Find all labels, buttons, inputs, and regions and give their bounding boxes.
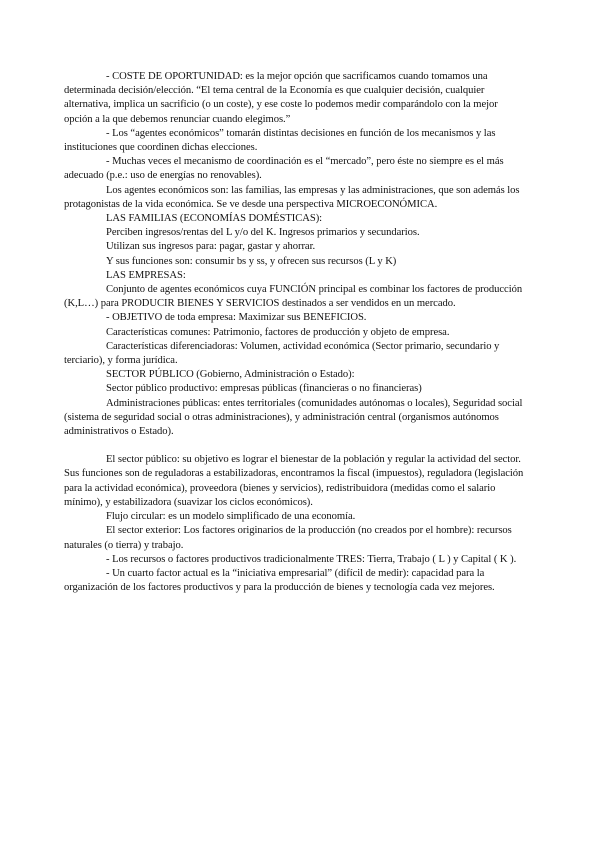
paragraph-coste-oportunidad: - COSTE DE OPORTUNIDAD: es la mejor opción que sacrificamos cuando tomamos una determinada decisión/elección. “El tema central de la Economía es que cualquier decisión, cualquier alternativa, implica un sacrificio (o un coste), y ese coste lo podemos medir comparándolo con la mejor opción a la que debemos renunciar cuando elegimos.”: [64, 71, 498, 125]
paragraph-sector-publico-objetivo: El sector público: su objetivo es lograr el bienestar de la población y regular la actividad del sector. Sus funciones son de reguladoras a estabilizadoras, encontramos la fiscal (impuestos), reguladora (legislación para la actividad económica), proveedora (bienes y servicios), redistribuidora (medidas como el salario mínimo), y estabilizadora (suavizar los ciclos económicos).: [64, 454, 524, 508]
paragraph-caracteristicas-comunes: Características comunes: Patrimonio, factores de producción y objeto de empresa.: [106, 326, 450, 338]
paragraph-empresas-objetivo: - OBJETIVO de toda empresa: Maximizar sus BENEFICIOS.: [106, 312, 367, 324]
paragraph-agentes-economicos: - Los “agentes económicos” tomarán distintas decisiones en función de los mecanismos y las instituciones que coordinen dichas elecciones.: [64, 127, 496, 154]
paragraph-cuarto-factor: - Un cuarto factor actual es la “iniciativa empresarial” (difícil de medir): capacidad para la organización de los factores productivos y para la producción de bienes y tecnología cada vez mejores.: [64, 567, 495, 594]
paragraph-spacer: [64, 439, 526, 453]
heading-sector-publico: SECTOR PÚBLICO (Gobierno, Administración o Estado):: [106, 369, 355, 381]
document-page: [64, 70, 526, 595]
paragraph-recursos-productivos: - Los recursos o factores productivos tradicionalmente TRES: Tierra, Trabajo ( L ) y Capital ( K ).: [106, 553, 517, 565]
paragraph-familias-ingresos: Perciben ingresos/rentas del L y/o del K. Ingresos primarios y secundarios.: [106, 227, 420, 239]
paragraph-empresas-definicion: Conjunto de agentes económicos cuya FUNCIÓN principal es combinar los factores de producción (K,L…) para PRODUCIR BIENES Y SERVICIOS destinados a ser vendidos en un mercado.: [64, 284, 523, 310]
paragraph-caracteristicas-diferenciadoras: Características diferenciadoras: Volumen, actividad económica (Sector primario, secundario y terciario), y forma jurídica.: [64, 340, 500, 367]
paragraph-administraciones: Administraciones públicas: entes territoriales (comunidades autónomas o locales), Seguridad social (sistema de seguridad social o otras administraciones), y administración central (organismos autónomos administrativos o Estado).: [64, 397, 523, 438]
paragraph-sector-productivo: Sector público productivo: empresas públicas (financieras o no financieras): [106, 383, 422, 395]
paragraph-flujo-circular: Flujo circular: es un modelo simplificado de una economía.: [106, 511, 356, 523]
paragraph-mercado: - Muchas veces el mecanismo de coordinación es el “mercado”, pero éste no siempre es el más adecuado (p.e.: uso de energías no renovables).: [64, 156, 504, 182]
heading-empresas: LAS EMPRESAS:: [106, 269, 186, 281]
paragraph-familias-uso: Utilizan sus ingresos para: pagar, gastar y ahorrar.: [106, 241, 316, 253]
heading-familias: LAS FAMILIAS (ECONOMÍAS DOMÉSTICAS):: [106, 213, 323, 225]
paragraph-familias-funciones: Y sus funciones son: consumir bs y ss, y ofrecen sus recursos (L y K): [106, 255, 397, 267]
paragraph-sector-exterior: El sector exterior: Los factores originarios de la producción (no creados por el hombre): recursos naturales (o tierra) y trabajo.: [64, 525, 512, 551]
paragraph-agentes-lista: Los agentes económicos son: las familias, las empresas y las administraciones, que son además los protagonistas de la vida económica. Se ve desde una perspectiva MICROECONÓMICA.: [64, 184, 520, 210]
